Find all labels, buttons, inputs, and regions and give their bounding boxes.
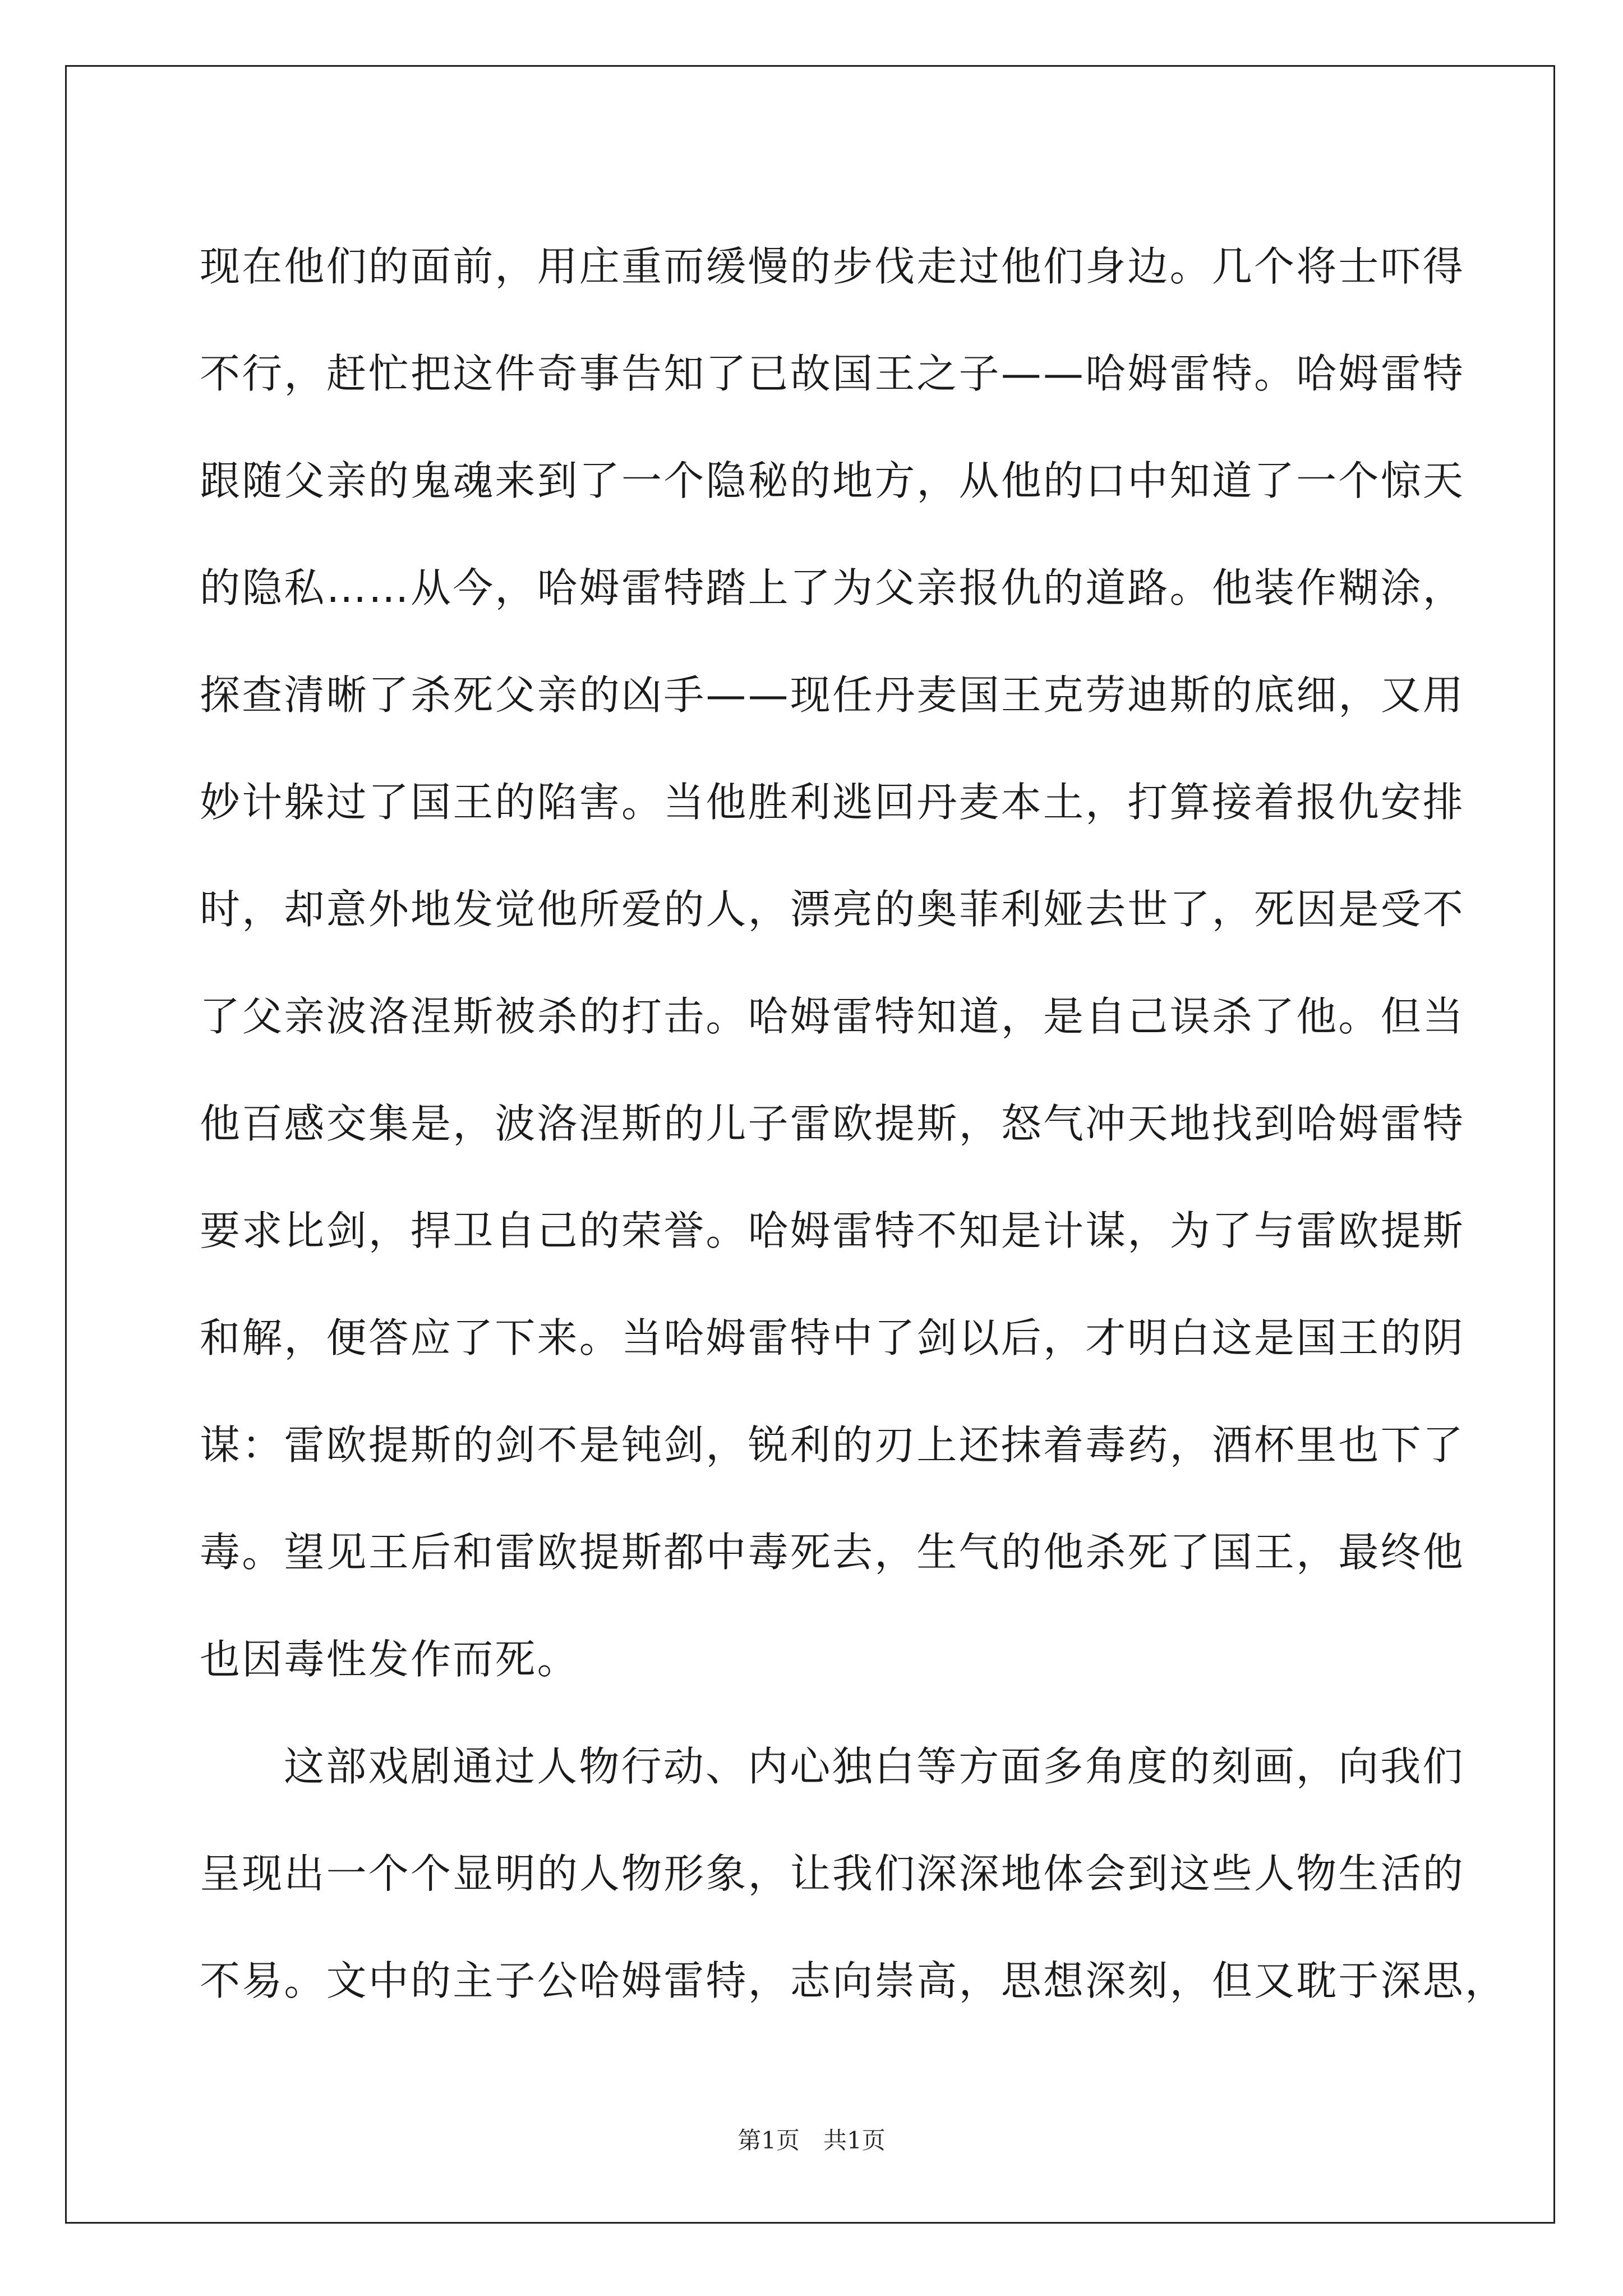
page-number-footer: 第1页 共1页 <box>737 2127 886 2154</box>
text-line: 不易。文中的主子公哈姆雷特，志向崇高，思想深刻，但又耽于深思， <box>200 1957 1507 2004</box>
text-line: 毒。望见王后和雷欧提斯都中毒死去，生气的他杀死了国王，最终他 <box>200 1529 1465 1576</box>
text-line: 要求比剑，捍卫自己的荣誉。哈姆雷特不知是计谋，为了与雷欧提斯 <box>200 1207 1465 1254</box>
text-line: 探查清晰了杀死父亲的凶手——现任丹麦国王克劳迪斯的底细，又用 <box>200 671 1465 719</box>
paragraph-first-line: 这部戏剧通过人物行动、内心独白等方面多角度的刻画，向我们 <box>284 1743 1465 1790</box>
document-body <box>200 213 1507 2035</box>
text-line: 呈现出一个个显明的人物形象，让我们深深地体会到这些人物生活的 <box>200 1850 1465 1897</box>
text-line: 和解，便答应了下来。当哈姆雷特中了剑以后，才明白这是国王的阴 <box>200 1314 1465 1361</box>
text-line: 也因毒性发作而死。 <box>200 1636 579 1683</box>
text-line: 时，却意外地发觉他所爱的人，漂亮的奥菲利娅去世了，死因是受不 <box>200 886 1465 933</box>
text-line: 不行，赶忙把这件奇事告知了已故国王之子——哈姆雷特。哈姆雷特 <box>200 350 1465 397</box>
text-line: 跟随父亲的鬼魂来到了一个隐秘的地方，从他的口中知道了一个惊天 <box>200 457 1465 504</box>
text-line: 的隐私……从今，哈姆雷特踏上了为父亲报仇的道路。他装作糊涂， <box>200 564 1465 611</box>
text-line: 妙计躲过了国王的陷害。当他胜利逃回丹麦本土，打算接着报仇安排 <box>200 779 1465 826</box>
text-line: 谋：雷欧提斯的剑不是钝剑，锐利的刃上还抹着毒药，酒杯里也下了 <box>200 1421 1465 1469</box>
text-line: 他百感交集是，波洛涅斯的儿子雷欧提斯，怒气冲天地找到哈姆雷特 <box>200 1100 1465 1147</box>
text-line: 了父亲波洛涅斯被杀的打击。哈姆雷特知道，是自己误杀了他。但当 <box>200 993 1465 1040</box>
text-line: 现在他们的面前，用庄重而缓慢的步伐走过他们身边。几个将士吓得 <box>200 243 1465 290</box>
